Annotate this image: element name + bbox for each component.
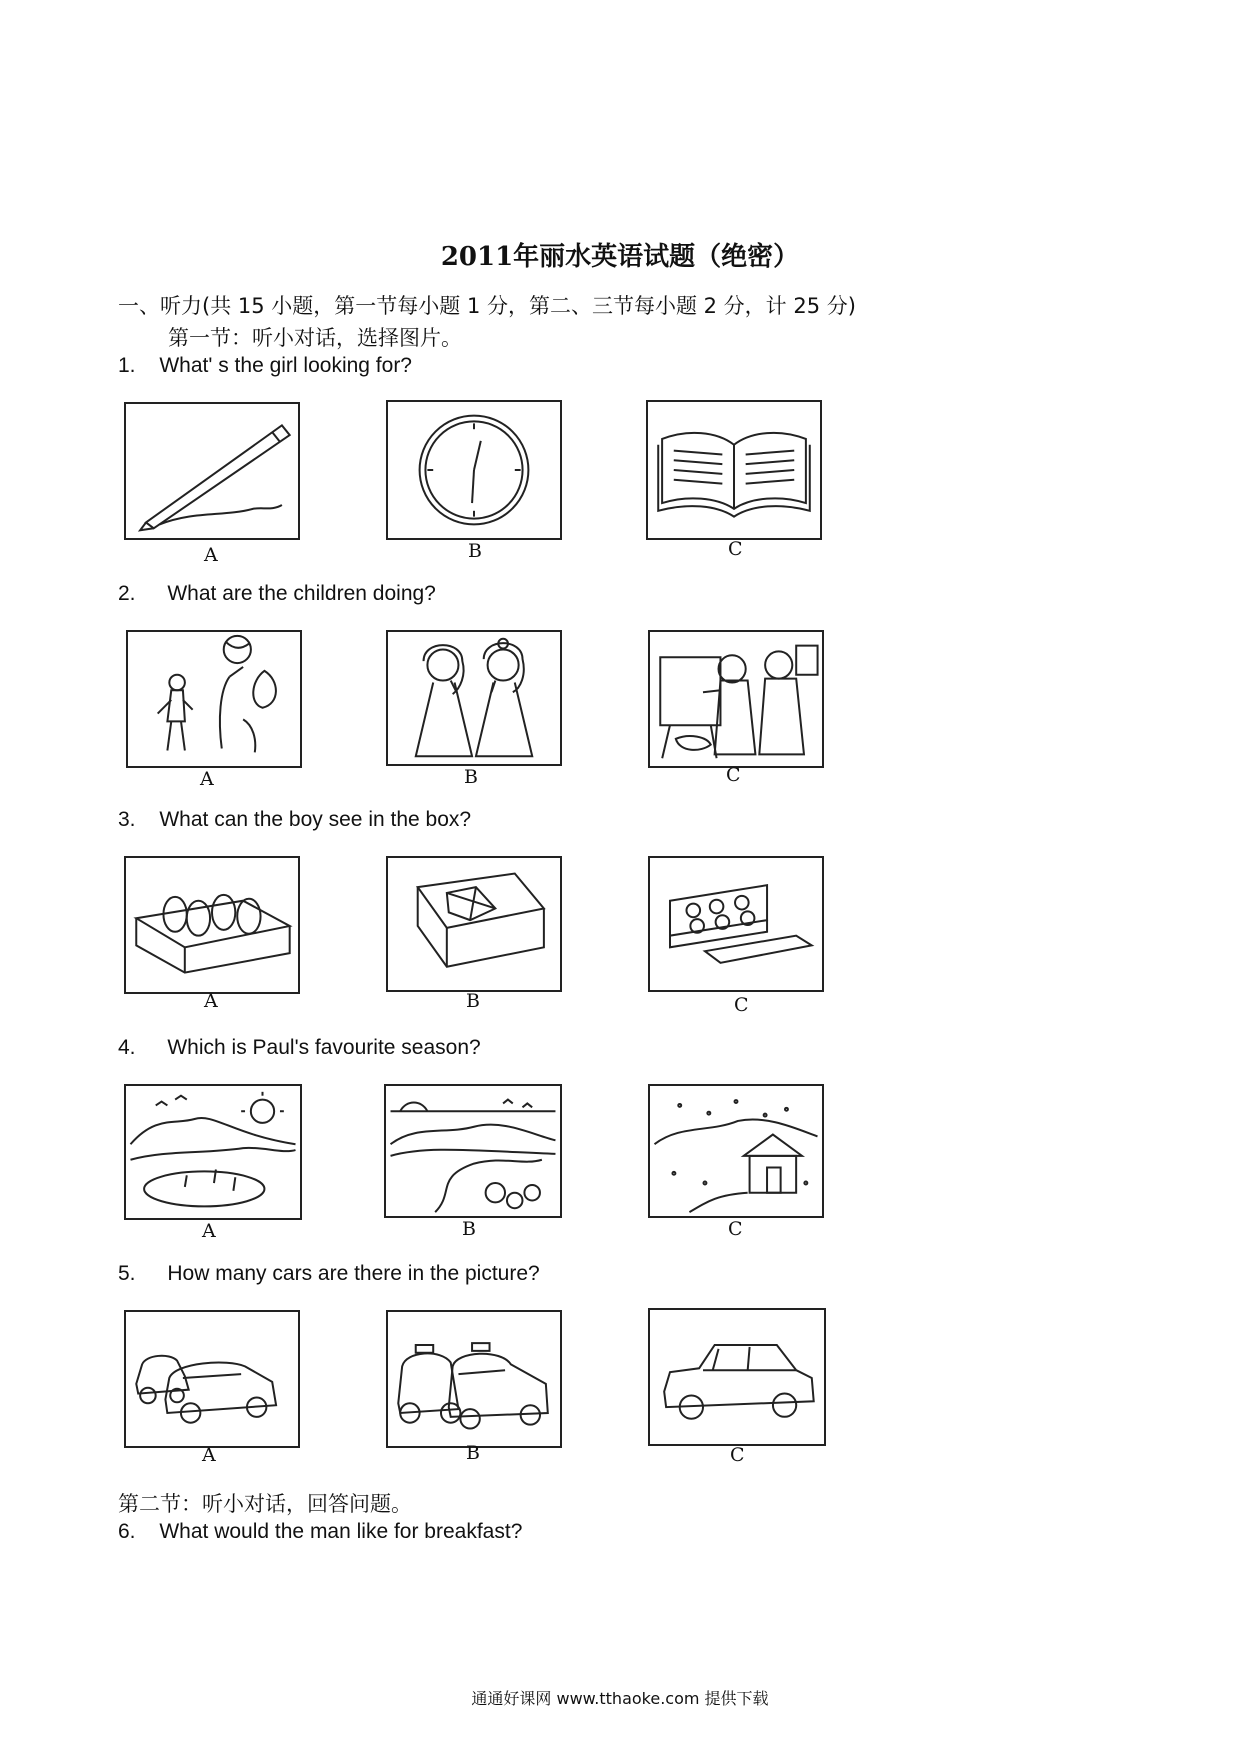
picture-box-of-gift <box>386 856 562 992</box>
pears-box-icon <box>126 858 298 992</box>
clock-icon <box>388 402 560 538</box>
picture-book <box>646 400 822 540</box>
girls-singing-icon <box>388 632 560 764</box>
spring-landscape-icon <box>386 1086 560 1216</box>
option-c: C <box>728 1218 743 1240</box>
question-2 <box>118 582 436 606</box>
option-a: A <box>204 990 218 1012</box>
question-number: 5. <box>118 1262 136 1285</box>
footer: 通通好课网 www.tthaoke.com 提供下载 <box>471 1689 769 1708</box>
question-3 <box>118 808 471 832</box>
book-icon <box>648 402 820 538</box>
option-c: C <box>726 764 741 786</box>
question-text: How many cars are there in the picture? <box>167 1262 540 1285</box>
question-number: 6. <box>118 1520 136 1543</box>
picture-one-car <box>648 1308 826 1446</box>
question-4 <box>118 1036 481 1060</box>
flowers-box-icon <box>650 858 822 990</box>
option-a: A <box>202 1444 216 1466</box>
question-number: 4. <box>118 1036 136 1059</box>
question-5 <box>118 1262 540 1286</box>
children-painting-icon <box>650 632 822 766</box>
question-number: 3. <box>118 808 136 831</box>
option-c: C <box>728 538 743 560</box>
option-c: C <box>730 1444 745 1466</box>
question-text: What would the man like for breakfast? <box>159 1520 523 1543</box>
question-number: 1. <box>118 354 136 377</box>
question-text: Which is Paul's favourite season? <box>167 1036 481 1059</box>
question-text: What' s the girl looking for? <box>159 354 412 377</box>
option-b: B <box>468 540 482 562</box>
question-number: 2. <box>118 582 136 605</box>
picture-box-of-flowers <box>648 856 824 992</box>
gift-box-icon <box>388 858 560 990</box>
picture-pencil <box>124 402 300 540</box>
summer-landscape-icon <box>126 1086 300 1218</box>
winter-landscape-icon <box>650 1086 822 1216</box>
part2-header: 第二节：听小对话，回答问题。 <box>118 1492 412 1516</box>
option-b: B <box>466 1442 480 1464</box>
question-text: What are the children doing? <box>167 582 436 605</box>
picture-singing <box>386 630 562 766</box>
option-a: A <box>200 768 214 790</box>
question-6 <box>118 1520 522 1544</box>
picture-two-cars <box>124 1310 300 1448</box>
section-header: 一、听力(共 15 小题，第一节每小题 1 分，第二、三节每小题 2 分，计 25 分) <box>118 294 856 318</box>
picture-summer-scene <box>124 1084 302 1220</box>
option-b: B <box>466 990 480 1012</box>
question-text: What can the boy see in the box? <box>159 808 472 831</box>
page-title: 2011年丽水英语试题（绝密） <box>440 242 800 272</box>
children-playing-icon <box>128 632 300 766</box>
question-1 <box>118 354 412 378</box>
part1-header: 第一节：听小对话，选择图片。 <box>168 326 462 350</box>
picture-box-of-pears <box>124 856 300 994</box>
option-a: A <box>204 544 218 566</box>
option-a: A <box>202 1220 216 1242</box>
picture-clock <box>386 400 562 540</box>
one-car-icon <box>650 1310 824 1444</box>
two-cars-icon <box>126 1312 298 1446</box>
option-b: B <box>462 1218 476 1240</box>
option-c: C <box>734 994 749 1016</box>
pencil-icon <box>126 404 298 538</box>
picture-winter-scene <box>648 1084 824 1218</box>
picture-two-taxis <box>386 1310 562 1448</box>
picture-playing-ball <box>126 630 302 768</box>
picture-spring-scene <box>384 1084 562 1218</box>
option-b: B <box>464 766 478 788</box>
picture-painting <box>648 630 824 768</box>
two-taxis-icon <box>388 1312 560 1446</box>
